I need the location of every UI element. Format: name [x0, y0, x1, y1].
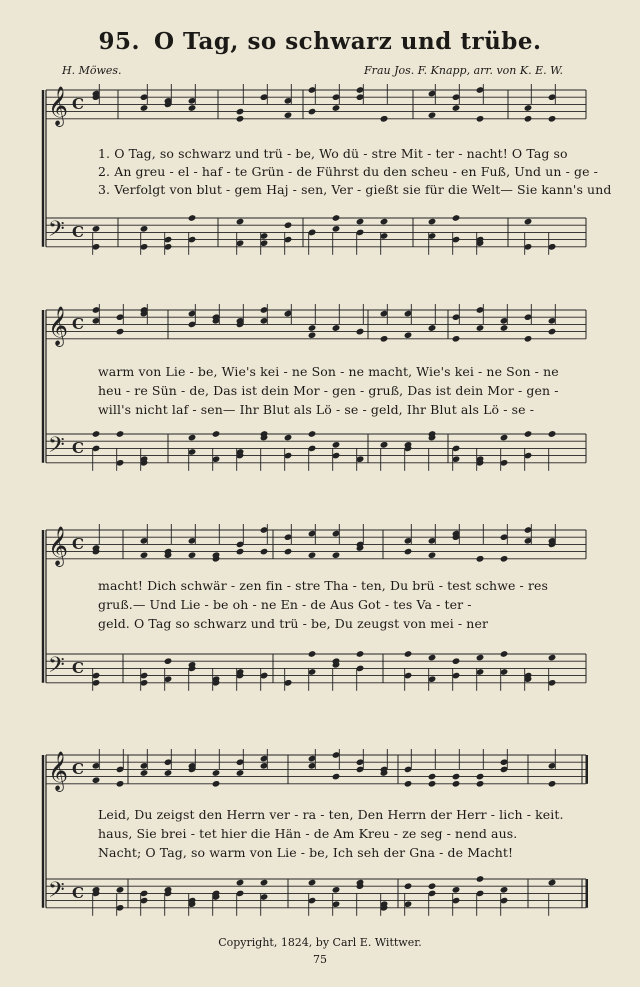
note-head: [212, 780, 221, 788]
note-head: [476, 324, 485, 332]
note-head: [92, 776, 101, 784]
common-time-icon: C: [72, 439, 84, 457]
note-head: [452, 886, 461, 894]
copyright-notice: Copyright, 1824, by Carl E. Wittwer.: [218, 936, 422, 949]
note-head: [524, 430, 533, 438]
note-head: [260, 879, 269, 887]
note-head: [428, 773, 437, 781]
note-head: [500, 324, 509, 332]
note-head: [236, 879, 245, 887]
note-head: [284, 548, 293, 556]
note-head: [500, 650, 509, 658]
note-head: [308, 430, 317, 438]
note-head: [524, 218, 533, 226]
note-head: [332, 225, 341, 233]
note-head: [188, 104, 197, 112]
note-head: [476, 654, 485, 662]
note-head: [356, 650, 365, 658]
note-head: [356, 328, 365, 336]
note-head: [404, 882, 413, 890]
note-head: [548, 115, 557, 123]
note-head: [332, 214, 341, 222]
lyric-line: geld. O Tag so schwarz und trü - be, Du zeugst von mei - ner: [98, 616, 489, 631]
note-head: [308, 879, 317, 887]
note-head: [500, 886, 509, 894]
note-head: [212, 430, 221, 438]
note-head: [92, 430, 101, 438]
treble-clef-icon: 𝄞: [48, 526, 69, 566]
note-head: [332, 886, 341, 894]
note-head: [236, 548, 245, 556]
note-head: [548, 879, 557, 887]
treble-clef-icon: 𝄞: [48, 86, 69, 126]
note-head: [428, 218, 437, 226]
lyric-line: Leid, Du zeigst den Herrn ver - ra - ten, Den Herrn der Herr - lich - keit.: [98, 807, 564, 822]
lyric-line: heu - re Sün - de, Das ist dein Mor - gen - gruß, Das ist dein Mor - gen -: [98, 383, 559, 398]
note-head: [332, 324, 341, 332]
note-head: [548, 780, 557, 788]
note-head: [236, 769, 245, 777]
note-head: [284, 221, 293, 229]
note-head: [236, 108, 245, 116]
note-head: [164, 769, 173, 777]
note-head: [164, 657, 173, 665]
note-head: [116, 328, 125, 336]
note-head: [380, 335, 389, 343]
note-head: [524, 104, 533, 112]
note-head: [284, 434, 293, 442]
note-head: [428, 882, 437, 890]
note-head: [452, 104, 461, 112]
music-system-1: [38, 80, 612, 270]
note-head: [404, 780, 413, 788]
note-head: [188, 214, 197, 222]
lyric-line: Nacht; O Tag, so warm von Lie - be, Ich seh der Gna - de Macht!: [98, 845, 514, 860]
note-head: [452, 780, 461, 788]
note-head: [212, 769, 221, 777]
note-head: [92, 225, 101, 233]
note-head: [188, 551, 197, 559]
note-head: [380, 441, 389, 449]
lyric-line: 2. An greu - el - haf - te Grün - de Führst du den scheu - en Fuß, Und un - ge -: [98, 164, 598, 179]
note-head: [308, 331, 317, 339]
note-head: [332, 104, 341, 112]
music-system-2: [38, 300, 588, 490]
note-head: [140, 225, 149, 233]
composer-credit: H. Möwes.: [62, 64, 122, 77]
page-number: 75: [313, 953, 327, 966]
common-time-icon: C: [72, 315, 84, 333]
arranger-credit: Frau Jos. F. Knapp, arr. von K. E. W.: [364, 64, 563, 77]
note-head: [524, 335, 533, 343]
note-head: [428, 780, 437, 788]
note-head: [140, 104, 149, 112]
note-head: [140, 769, 149, 777]
note-head: [236, 115, 245, 123]
lyric-line: 1. O Tag, so schwarz und trü - be, Wo dü - stre Mit - ter - nacht! O Tag so: [98, 146, 568, 161]
note-head: [500, 434, 509, 442]
score-graphic-3: [38, 520, 588, 710]
note-head: [428, 111, 437, 119]
note-head: [308, 551, 317, 559]
note-head: [404, 548, 413, 556]
treble-clef-icon: 𝄞: [48, 751, 69, 791]
note-head: [428, 324, 437, 332]
common-time-icon: C: [72, 760, 84, 778]
note-head: [476, 773, 485, 781]
music-system-3: [38, 520, 588, 710]
note-head: [308, 108, 317, 116]
bass-clef-icon: 𝄢: [48, 433, 65, 463]
note-head: [548, 430, 557, 438]
note-head: [308, 324, 317, 332]
hymn-title-text: O Tag, so schwarz und trübe.: [153, 28, 542, 55]
note-head: [548, 654, 557, 662]
note-head: [476, 875, 485, 883]
lyric-line: warm von Lie - be, Wie's kei - ne Son - ne macht, Wie's kei - ne Son - ne: [98, 364, 559, 379]
note-head: [524, 115, 533, 123]
note-head: [476, 780, 485, 788]
note-head: [116, 780, 125, 788]
common-time-icon: C: [72, 535, 84, 553]
hymn-title: [0, 28, 640, 55]
note-head: [428, 654, 437, 662]
note-head: [452, 214, 461, 222]
note-head: [356, 218, 365, 226]
note-head: [380, 218, 389, 226]
bass-clef-icon: 𝄢: [48, 653, 65, 683]
lyric-line: haus, Sie brei - tet hier die Hän - de Am Kreu - ze seg - nend aus.: [98, 826, 518, 841]
bass-clef-icon: 𝄢: [48, 217, 65, 247]
common-time-icon: C: [72, 659, 84, 677]
note-head: [332, 773, 341, 781]
note-head: [428, 551, 437, 559]
common-time-icon: C: [72, 223, 84, 241]
note-head: [260, 548, 269, 556]
note-head: [404, 650, 413, 658]
note-head: [140, 551, 149, 559]
note-head: [380, 115, 389, 123]
lyric-line: macht! Dich schwär - zen fin - stre Tha - ten, Du brü - test schwe - res: [98, 578, 549, 593]
note-head: [476, 555, 485, 563]
note-head: [500, 555, 509, 563]
note-head: [404, 331, 413, 339]
note-head: [476, 115, 485, 123]
hymn-number: 95.: [98, 28, 140, 55]
common-time-icon: C: [72, 884, 84, 902]
note-head: [332, 551, 341, 559]
note-head: [452, 773, 461, 781]
note-head: [236, 218, 245, 226]
note-head: [116, 430, 125, 438]
note-head: [452, 335, 461, 343]
lyric-line: gruß.— Und Lie - be oh - ne En - de Aus Got - tes Va - ter -: [98, 597, 472, 612]
note-head: [548, 328, 557, 336]
bass-clef-icon: 𝄢: [48, 878, 65, 908]
note-head: [116, 886, 125, 894]
note-head: [284, 111, 293, 119]
note-head: [332, 441, 341, 449]
lyric-line: 3. Verfolgt von blut - gem Haj - sen, Ver - gießt sie für die Welt— Sie kann's und: [98, 182, 612, 197]
note-head: [452, 657, 461, 665]
music-system-4: [38, 745, 588, 935]
common-time-icon: C: [72, 95, 84, 113]
treble-clef-icon: 𝄞: [48, 306, 69, 346]
lyric-line: will's nicht laf - sen— Ihr Blut als Lö - se - geld, Ihr Blut als Lö - se -: [98, 402, 535, 417]
note-head: [308, 650, 317, 658]
note-head: [188, 434, 197, 442]
